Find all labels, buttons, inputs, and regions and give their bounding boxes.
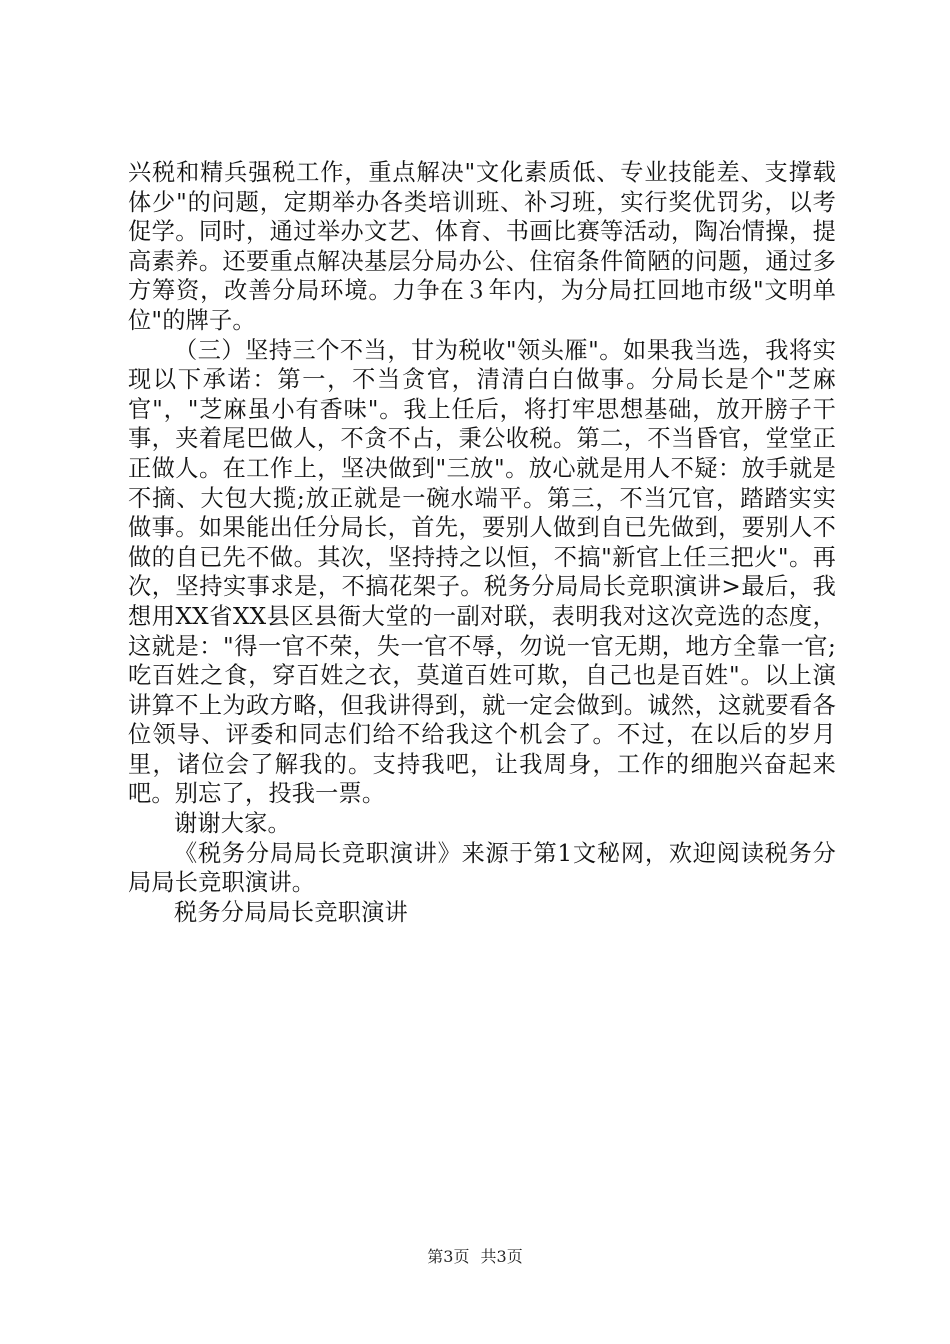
page-number: 第3页 <box>427 1247 470 1266</box>
page-total: 共3页 <box>480 1247 523 1266</box>
page-footer <box>0 1247 950 1267</box>
paragraph-1: 兴税和精兵强税工作，重点解决"文化素质低、专业技能差、支撑载体少"的问题，定期举办各类培训班、补习班，实行奖优罚劣，以考促学。同时，通过举办文艺、体育、书画比赛等活动，陶冶情操，提高素养。还要重点解决基层分局办公、住宿条件简陋的问题，通过多方筹资，改善分局环境。力争在３年内，为分局扛回地市级"文明单位"的牌子。 <box>128 159 836 334</box>
paragraph-4: 《税务分局局长竞职演讲》来源于第1文秘网，欢迎阅读税务分局局长竞职演讲。 <box>128 839 836 897</box>
paragraph-3: 谢谢大家。 <box>174 810 291 838</box>
paragraph-2: （三）坚持三个不当，甘为税收"领头雁"。如果我当选，我将实现以下承诺：第一，不当贪官，清清白白做事。分局长是个"芝麻官"，"芝麻虽小有香味"。我上任后，将打牢思想基础，放开膀子干事，夹着尾巴做人，不贪不占，秉公收税。第二，不当昏官，堂堂正正做人。在工作上，坚决做到"三放"。放心就是用人不疑：放手就是不摘、大包大揽;放正就是一碗水端平。第三，不当冗官，踏踏实实做事。如果能出任分局长，首先，要别人做到自已先做到，要别人不做的自已先不做。其次，坚持持之以恒，不搞"新官上任三把火"。再次，坚持实事求是，不搞花架子。税务分局局长竞职演讲>最后，我想用XX省XX县区县衙大堂的一副对联，表明我对这次竞选的态度，这就是："得一官不荣，失一官不辱，勿说一官无期，地方全靠一官;吃百姓之食，穿百姓之衣，莫道百姓可欺，自己也是百姓"。以上演讲算不上为政方略，但我讲得到，就一定会做到。诚然，这就要看各位领导、评委和同志们给不给我这个机会了。不过，在以后的岁月里，诸位会了解我的。支持我吧，让我周身，工作的细胞兴奋起来吧。别忘了，投我一票。 <box>128 336 836 808</box>
document-body <box>128 158 836 927</box>
paragraph-5: 税务分局局长竞职演讲 <box>174 898 408 926</box>
